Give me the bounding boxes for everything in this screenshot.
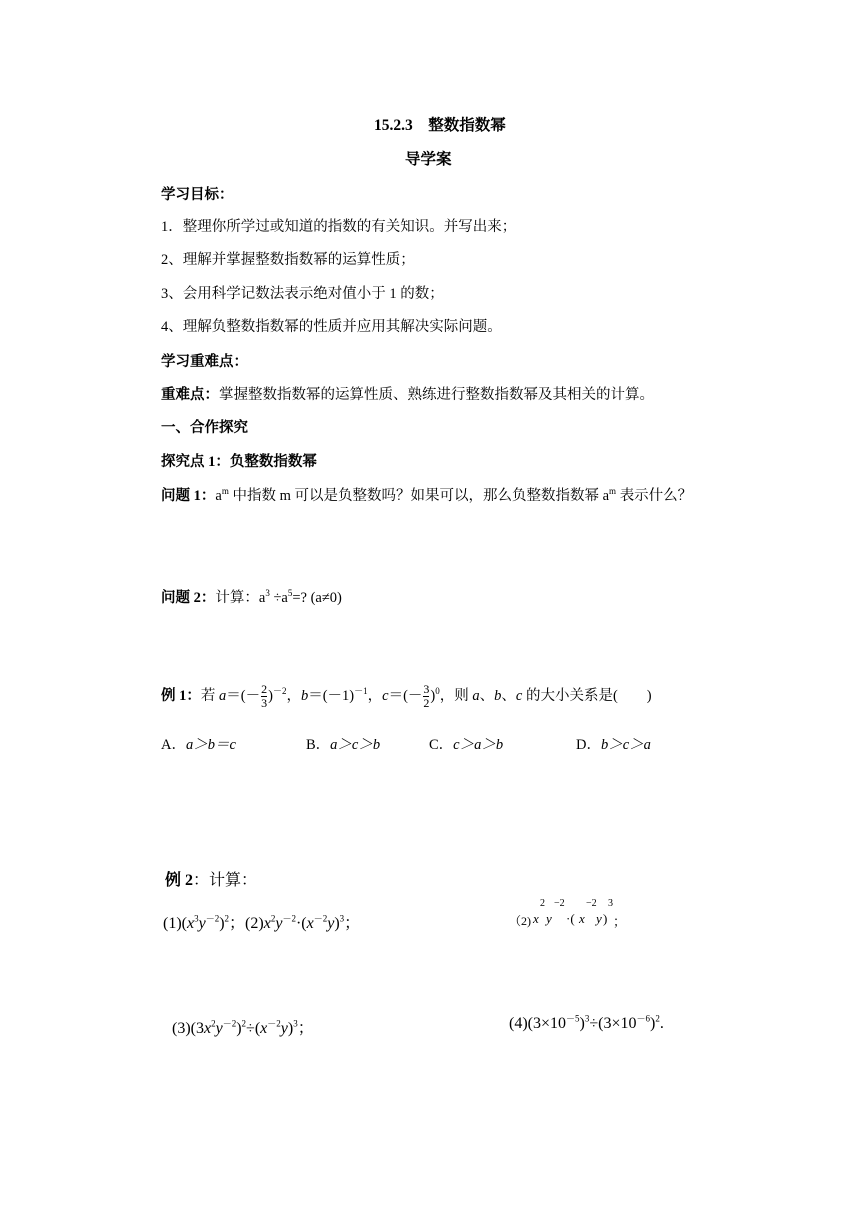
option-a-label: A． bbox=[161, 737, 186, 753]
ex1-a-open: ＝(－ bbox=[226, 687, 261, 704]
dup-dot: ·( bbox=[566, 911, 575, 926]
ex1-sep2: ， bbox=[367, 687, 383, 704]
question-2 bbox=[161, 586, 342, 607]
ex1-fraction-c-num: 3 bbox=[423, 682, 430, 696]
objective-item-3: 3、会用科学记数法表示绝对值小于 1 的数； bbox=[161, 286, 444, 302]
example-1-label: 例 1： bbox=[161, 687, 201, 704]
p1-exp3: 2 bbox=[224, 913, 230, 924]
ex1-fraction-a bbox=[261, 683, 267, 710]
ex1-var-b: b bbox=[300, 687, 309, 704]
option-c-label: C． bbox=[429, 737, 454, 753]
objective-item-4: 4、理解负整数指数幂的性质并应用其解决实际问题。 bbox=[161, 319, 502, 335]
ex1-fraction-c bbox=[423, 683, 429, 710]
dup-exp2: −2 bbox=[554, 898, 565, 909]
example-2-problem-2-duplicate bbox=[509, 898, 629, 934]
dup-y: y bbox=[546, 911, 552, 926]
p4-exp3: －6 bbox=[636, 1013, 651, 1024]
p1-exp2: －2 bbox=[205, 913, 220, 924]
p1-y: y bbox=[198, 915, 206, 932]
option-b-text: a＞c＞b bbox=[330, 737, 381, 753]
p3-exp5: 3 bbox=[293, 1018, 298, 1029]
p4-exp4: 2 bbox=[655, 1013, 660, 1024]
q1-exp2: m bbox=[609, 486, 617, 497]
p4-close: ) bbox=[650, 1015, 656, 1032]
dup-exp1: 2 bbox=[540, 898, 545, 909]
ex1-dun2: 、 bbox=[501, 687, 516, 704]
ex1-dun1: 、 bbox=[479, 687, 495, 704]
p3-exp4: －2 bbox=[267, 1018, 281, 1029]
p2-y: y bbox=[275, 915, 283, 932]
key-points-text: 掌握整数指数幂的运算性质、熟练进行整数指数幂及其相关的计算。 bbox=[219, 387, 654, 403]
key-points-label: 重难点： bbox=[161, 387, 219, 403]
p2-dot: ·( bbox=[295, 915, 307, 932]
q2-text2: ÷a bbox=[269, 590, 288, 606]
ex1-c-open: ＝(－ bbox=[388, 687, 423, 704]
p3-y: y bbox=[215, 1020, 223, 1037]
page-title: 15.2.3 整数指数幂 bbox=[374, 117, 506, 134]
ex1-compare-a: a bbox=[472, 687, 480, 704]
example-2-colon: ： bbox=[193, 872, 210, 889]
p4-div: ÷(3×10 bbox=[589, 1015, 637, 1032]
p4-end: . bbox=[659, 1015, 664, 1032]
q2-exp1: 3 bbox=[265, 588, 270, 599]
q2-text1: 计算：a bbox=[215, 590, 266, 606]
ex1-b-exp: －1 bbox=[354, 686, 368, 696]
ex1-b-expr: ＝(－1) bbox=[308, 687, 355, 704]
question-2-label: 问题 2： bbox=[161, 590, 216, 606]
option-b-label: B． bbox=[306, 737, 331, 753]
dup-prefix: （2) bbox=[509, 914, 531, 928]
ex1-fraction-a-den: 3 bbox=[261, 696, 268, 710]
dup-x: x bbox=[533, 911, 539, 926]
example-2-heading bbox=[165, 867, 257, 890]
p3-prefix: (3)(3 bbox=[172, 1020, 204, 1037]
p2-exp1: 2 bbox=[270, 913, 276, 924]
ex1-var-c: c bbox=[382, 687, 389, 704]
dup-exp4: 3 bbox=[608, 898, 613, 909]
ex1-c-close: ) bbox=[430, 687, 436, 704]
example-2-problems-1-2 bbox=[163, 910, 360, 933]
p4-exp1: －5 bbox=[566, 1013, 580, 1024]
p2-x: x bbox=[263, 915, 271, 932]
explore-point-heading: 探究点 1：负整数指数幂 bbox=[161, 454, 317, 470]
p3-end: ； bbox=[297, 1020, 314, 1037]
p2-y2: y bbox=[327, 915, 335, 932]
ex1-compare-b: b bbox=[494, 687, 502, 704]
p2-exp3: －2 bbox=[313, 913, 328, 924]
option-d bbox=[576, 733, 651, 754]
option-a-text: a＞b＝c bbox=[185, 737, 236, 753]
question-1-label: 问题 1： bbox=[161, 488, 216, 504]
p3-y2: y bbox=[280, 1020, 288, 1037]
option-d-label: D． bbox=[576, 737, 601, 753]
p1-prefix: (1)( bbox=[163, 915, 187, 932]
ex1-a-exp: －2 bbox=[272, 686, 287, 696]
q2-exp2: 5 bbox=[287, 588, 293, 599]
p1-exp1: 3 bbox=[194, 913, 199, 924]
option-b bbox=[306, 733, 380, 754]
ex1-sep1: ， bbox=[286, 687, 301, 704]
q1-exp1: m bbox=[221, 486, 229, 497]
ex1-var-a: a bbox=[219, 687, 227, 704]
p3-close2: ) bbox=[287, 1020, 294, 1037]
p1-x: x bbox=[186, 915, 195, 932]
p2-close: ) bbox=[334, 915, 340, 932]
dup-close: ) bbox=[603, 911, 608, 926]
p4-prefix: (4)(3×10 bbox=[509, 1015, 567, 1032]
dup-end: ； bbox=[613, 914, 627, 929]
example-1 bbox=[161, 683, 652, 710]
section-heading: 一、合作探究 bbox=[161, 420, 248, 436]
ex1-fraction-a-num: 2 bbox=[261, 682, 268, 696]
q1-text1: 中指数 m 可以是负整数吗？如果可以，那么负整数指数幂 a bbox=[228, 488, 610, 504]
page-subtitle: 导学案 bbox=[405, 151, 452, 168]
option-c bbox=[429, 733, 503, 754]
example-2-problem-3 bbox=[172, 1015, 314, 1038]
p3-close: ) bbox=[236, 1020, 242, 1037]
objectives-heading: 学习目标： bbox=[161, 187, 234, 203]
option-c-text: c＞a＞b bbox=[453, 737, 504, 753]
p1-sep: ；(2) bbox=[229, 915, 264, 932]
p3-x2: x bbox=[260, 1020, 268, 1037]
p2-x2: x bbox=[306, 915, 314, 932]
p4-mid: ) bbox=[579, 1015, 585, 1032]
question-1 bbox=[161, 484, 692, 505]
q1-text2: 表示什么？ bbox=[616, 488, 693, 504]
dup-y2: y bbox=[596, 911, 602, 926]
ex1-c-exp: 0 bbox=[435, 686, 440, 696]
p3-exp3: 2 bbox=[241, 1018, 247, 1029]
key-points-line bbox=[161, 383, 654, 404]
p2-exp4: 3 bbox=[339, 913, 345, 924]
objective-item-1: 1．整理你所学过或知道的指数的有关知识。并写出来； bbox=[161, 219, 517, 235]
example-2-problem-4 bbox=[509, 1015, 664, 1033]
p3-div: ÷( bbox=[246, 1020, 261, 1037]
example-2-intro: 计算： bbox=[209, 872, 258, 889]
p3-x: x bbox=[203, 1020, 212, 1037]
ex1-fraction-c-den: 2 bbox=[423, 696, 430, 710]
q2-text3: =? (a≠0) bbox=[292, 590, 342, 606]
p4-exp2: 3 bbox=[584, 1013, 590, 1024]
ex1-compare-c: c bbox=[515, 687, 523, 704]
key-points-heading: 学习重难点： bbox=[161, 354, 248, 370]
option-a bbox=[161, 733, 236, 754]
dup-exp3: −2 bbox=[586, 898, 597, 909]
dup-x2: x bbox=[579, 911, 585, 926]
option-d-text: b＞c＞a bbox=[600, 737, 651, 753]
p3-exp1: 2 bbox=[211, 1018, 216, 1029]
ex1-if: 若 bbox=[200, 687, 219, 704]
example-2-label: 例 2 bbox=[165, 872, 194, 889]
q1-base: a bbox=[215, 488, 222, 504]
p1-close: ) bbox=[219, 915, 225, 932]
p2-end: ； bbox=[344, 915, 361, 932]
objective-item-2: 2、理解并掌握整数指数幂的运算性质； bbox=[161, 252, 415, 268]
ex1-then: ，则 bbox=[439, 687, 473, 704]
p3-exp2: －2 bbox=[222, 1018, 237, 1029]
ex1-tail: 的大小关系是( ) bbox=[522, 687, 652, 704]
p2-exp2: －2 bbox=[282, 913, 296, 924]
ex1-a-close: ) bbox=[268, 687, 273, 704]
